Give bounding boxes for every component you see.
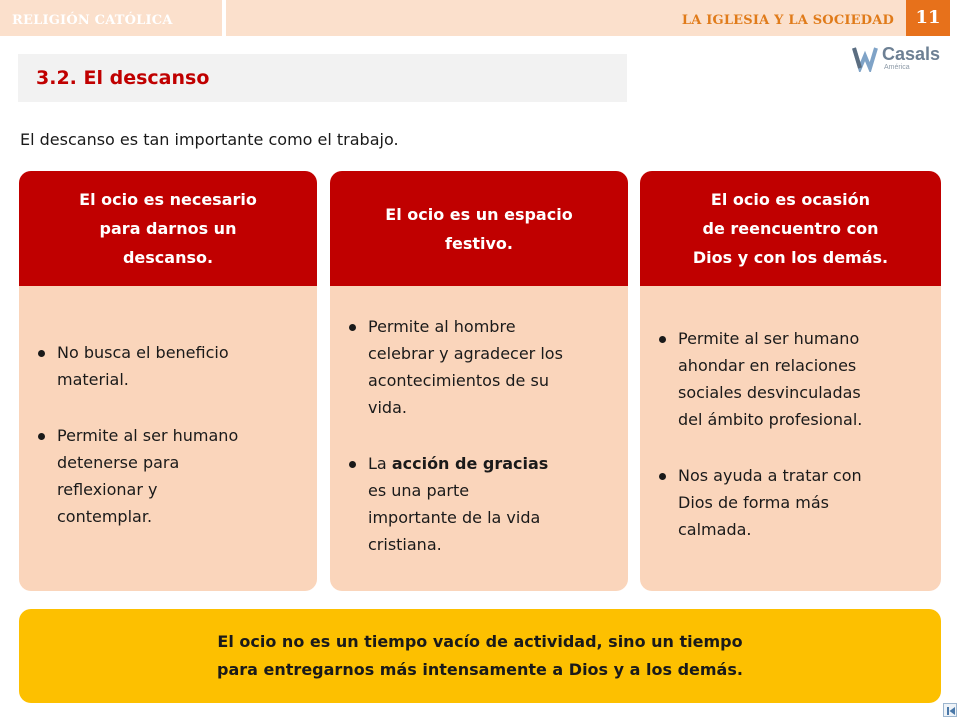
bullet-dot-icon bbox=[38, 433, 45, 440]
bullet-item bbox=[346, 313, 618, 421]
logo-region: América bbox=[884, 64, 910, 71]
unit-label: LA IGLESIA Y LA SOCIEDAD bbox=[681, 13, 894, 28]
card-encounter bbox=[640, 171, 941, 591]
card-body bbox=[35, 339, 307, 530]
bullet-dot-icon bbox=[349, 461, 356, 468]
logo-wordmark: Casals bbox=[882, 44, 941, 64]
bullet-line: Permite al ser humano bbox=[678, 329, 860, 348]
bullet-line: reflexionar y bbox=[57, 480, 158, 499]
top-header-bar bbox=[0, 0, 960, 36]
card-body bbox=[346, 313, 618, 558]
summary-line: para entregarnos más intensamente a Dios y a los demás. bbox=[217, 660, 743, 679]
bullet-line: material. bbox=[57, 370, 129, 389]
card-heading bbox=[640, 171, 941, 286]
card-heading-line: de reencuentro con bbox=[702, 219, 879, 238]
bullet-line: calmada. bbox=[678, 520, 752, 539]
casals-logo bbox=[852, 42, 950, 76]
bullet-dot-icon bbox=[659, 336, 666, 343]
bullet-line: contemplar. bbox=[57, 507, 153, 526]
bullet-line: Permite al hombre bbox=[368, 317, 516, 336]
card-heading-line: El ocio es ocasión bbox=[710, 190, 871, 209]
nav-back-button[interactable] bbox=[943, 703, 957, 717]
casals-logo-icon bbox=[852, 44, 878, 72]
card-heading-line: festivo. bbox=[445, 233, 513, 253]
page-number: 11 bbox=[906, 0, 950, 36]
summary-banner bbox=[19, 609, 941, 703]
card-heading-line: Dios y con los demás. bbox=[692, 248, 889, 267]
bullet-line: importante de la vida bbox=[368, 508, 541, 527]
bullet-item bbox=[35, 422, 307, 530]
bullet-dot-icon bbox=[349, 324, 356, 331]
card-heading bbox=[330, 171, 628, 286]
bullet-item bbox=[346, 450, 618, 558]
card-heading-line: descanso. bbox=[122, 248, 214, 267]
summary-line: El ocio no es un tiempo vacío de actividad, sino un tiempo bbox=[217, 632, 743, 651]
section-title-bar bbox=[18, 54, 627, 102]
intro-text: El descanso es tan importante como el trabajo. bbox=[20, 130, 399, 149]
card-festive bbox=[330, 171, 628, 591]
bullet-line: vida. bbox=[368, 398, 407, 417]
card-heading-line: El ocio es necesario bbox=[79, 190, 257, 209]
section-title: 3.2. El descanso bbox=[36, 67, 210, 89]
bullet-line: No busca el beneficio bbox=[57, 343, 229, 362]
card-body bbox=[656, 325, 931, 543]
card-heading-line: para darnos un bbox=[99, 219, 237, 238]
card-heading-line: El ocio es un espacio bbox=[385, 204, 573, 224]
bullet-line: del ámbito profesional. bbox=[678, 410, 863, 429]
bullet-line: La acción de gracias bbox=[368, 454, 549, 473]
card-rest bbox=[19, 171, 317, 591]
subject-label: RELIGIÓN CATÓLICA bbox=[12, 13, 173, 28]
highlight-text: acción de gracias bbox=[391, 454, 549, 473]
bullet-item bbox=[656, 462, 931, 543]
card-heading bbox=[19, 171, 317, 286]
bullet-dot-icon bbox=[659, 473, 666, 480]
unit-tab bbox=[226, 0, 906, 36]
skip-back-icon bbox=[945, 705, 957, 717]
bullet-line: acontecimientos de su bbox=[368, 371, 549, 390]
bullet-line: celebrar y agradecer los bbox=[368, 344, 563, 363]
bullet-dot-icon bbox=[38, 350, 45, 357]
bullet-line: detenerse para bbox=[57, 453, 180, 472]
bullet-line: ahondar en relaciones bbox=[678, 356, 857, 375]
bullet-item bbox=[656, 325, 931, 433]
bullet-line: es una parte bbox=[368, 481, 470, 500]
bullet-line: Permite al ser humano bbox=[57, 426, 239, 445]
bullet-line: cristiana. bbox=[368, 535, 442, 554]
bullet-item bbox=[35, 339, 307, 393]
subject-tab bbox=[0, 0, 222, 36]
bullet-line: Nos ayuda a tratar con bbox=[678, 466, 862, 485]
bullet-line: Dios de forma más bbox=[678, 493, 829, 512]
bullet-line: sociales desvinculadas bbox=[678, 383, 861, 402]
